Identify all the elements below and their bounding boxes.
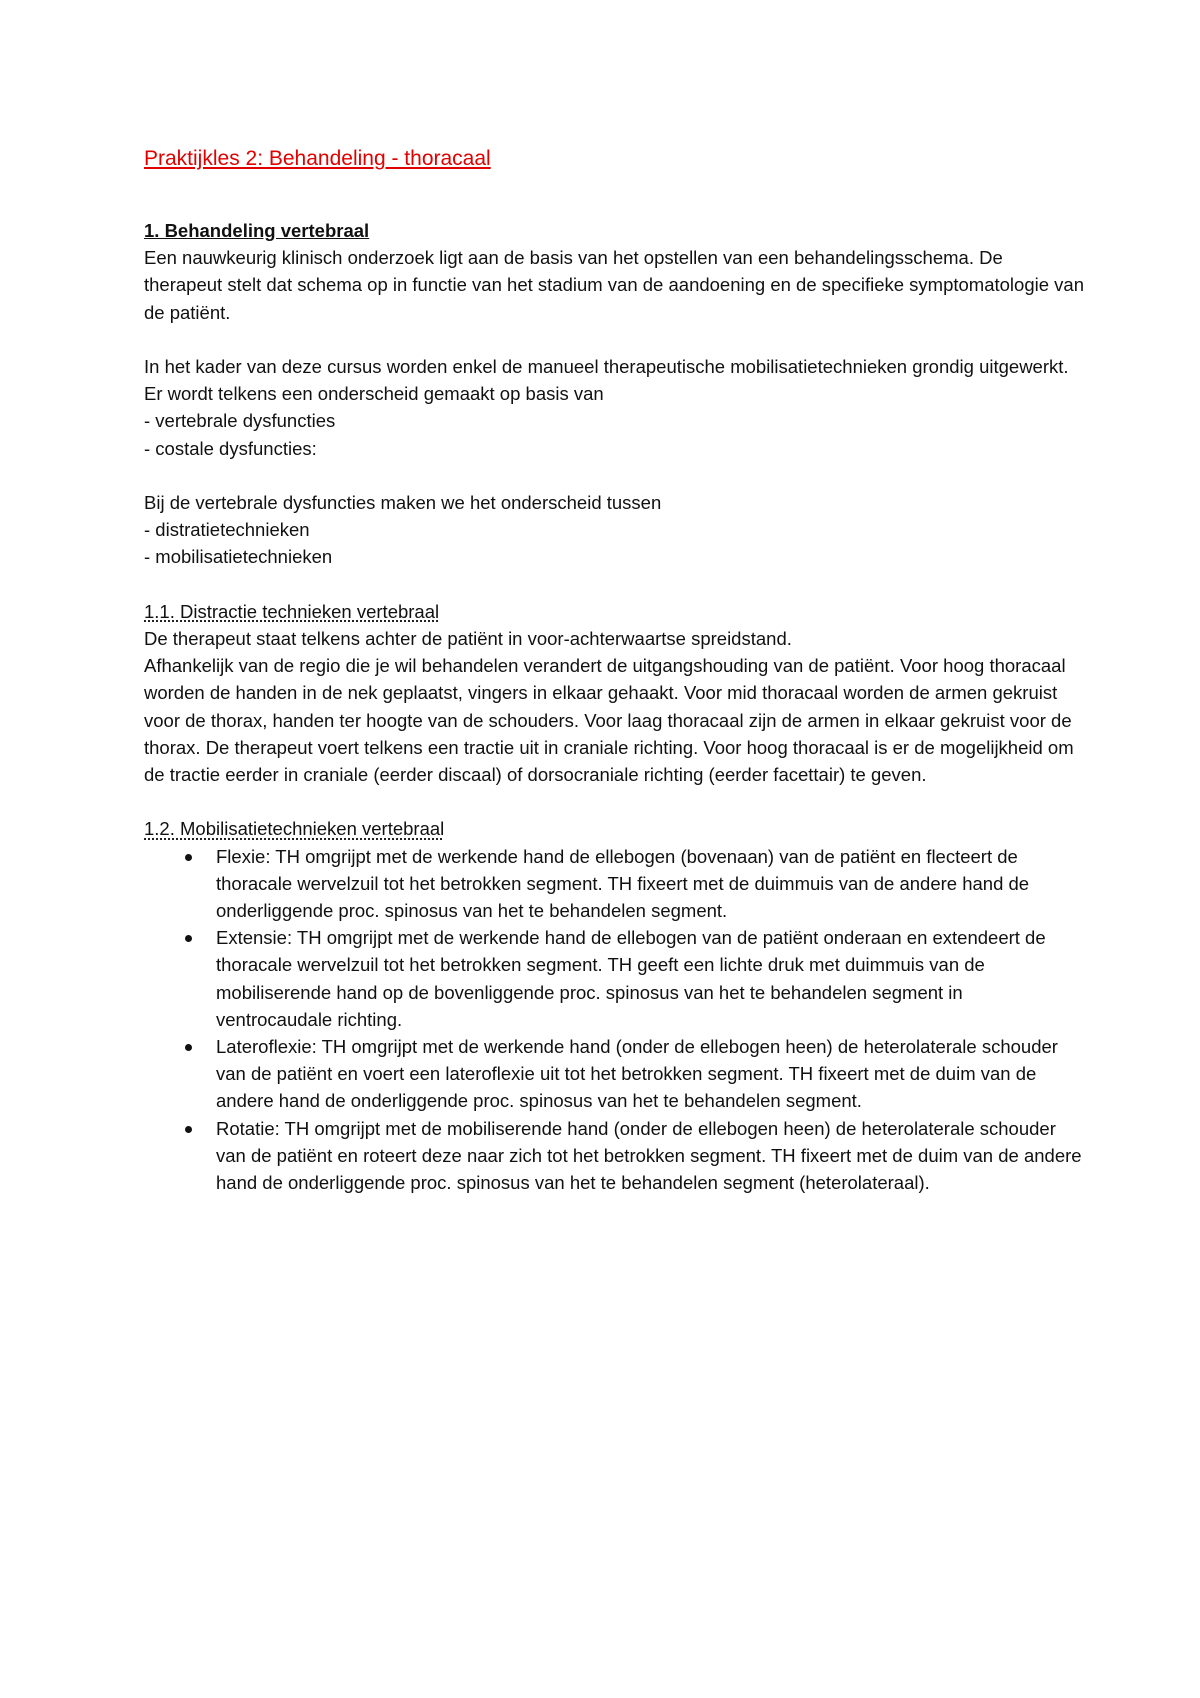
bullet-icon <box>185 1126 192 1133</box>
paragraph-intro: Een nauwkeurig klinisch onderzoek ligt aan de basis van het opstellen van een behandelingsschema. De therapeut stelt dat schema op in functie van het stadium van de aandoening en de specifieke symptomatologie van de patiënt. <box>144 247 1084 323</box>
paragraph-therapist-position: De therapeut staat telkens achter de patiënt in voor-achterwaartse spreidstand. <box>144 628 792 649</box>
dysfunction-list <box>144 407 1084 461</box>
list-item: - vertebrale dysfuncties <box>144 410 336 432</box>
paragraph-gap <box>144 326 1084 353</box>
section-heading-behandeling-vertebraal: 1. Behandeling vertebraal <box>144 220 370 241</box>
list-item-text: Flexie: TH omgrijpt met de werkende hand de ellebogen (bovenaan) van de patiënt en flecteert de thoracale wervelzuil tot het betrokken segment. TH fixeert met de duimmuis van de andere hand de onderliggende proc. spinosus van het te behandelen segment. <box>216 845 1030 922</box>
bullet-icon <box>185 935 192 942</box>
paragraph-gap <box>144 571 1084 598</box>
list-item-rotatie <box>216 1115 1084 1197</box>
bullet-icon <box>185 1044 192 1051</box>
paragraph-starting-position: Afhankelijk van de regio die je wil behandelen verandert de uitgangshouding van de patiënt. Voor hoog thoracaal worden de handen in de nek geplaatst, vingers in elkaar gehaakt. Voor mid thoracaal worden de armen gekruist voor de thorax, handen ter hoogte van de schouders. Voor laag thoracaal zijn de armen in elkaar gekruist voor de thorax. De therapeut voert telkens een tractie uit in craniale richting. Voor hoog thoracaal is er de mogelijkheid om de tractie eerder in craniale (eerder discaal) of dorsocraniale richting (eerder facettair) te geven. <box>144 655 1074 786</box>
paragraph-vertebral-distinction: Bij de vertebrale dysfuncties maken we het onderscheid tussen <box>144 492 662 513</box>
bullet-icon <box>185 854 192 861</box>
list-item: - mobilisatietechnieken <box>144 546 333 568</box>
paragraph-gap <box>144 788 1084 815</box>
list-item-text: Lateroflexie: TH omgrijpt met de werkende hand (onder de ellebogen heen) de heterolaterale schouder van de patiënt en voert een lateroflexie uit tot het betrokken segment. TH fixeert met de duim van de andere hand de onderliggende proc. spinosus van het te behandelen segment. <box>216 1036 1058 1112</box>
paragraph-course-scope: In het kader van deze cursus worden enkel de manueel therapeutische mobilisatietechnieken grondig uitgewerkt. Er wordt telkens een onderscheid gemaakt op basis van <box>144 356 1069 405</box>
list-item-text: Extensie: TH omgrijpt met de werkende hand de ellebogen van de patiënt onderaan en extendeert de thoracale wervelzuil tot het betrokken segment. TH geeft een lichte druk met duimmuis van de mobiliserende hand op de bovenliggende proc. spinosus van het te behandelen segment in ventrocaudale richting. <box>216 927 1046 1030</box>
mobilisation-technique-list <box>144 843 1084 1197</box>
subsection-heading-distractie: 1.1. Distractie technieken vertebraal <box>144 600 440 622</box>
list-item-text: Rotatie: TH omgrijpt met de mobiliserende hand (onder de ellebogen heen) de heterolaterale schouder van de patiënt en roteert deze naar zich tot het betrokken segment. TH fixeert met de duim van de andere hand de onderliggende proc. spinosus van het te behandelen segment (heterolateraal). <box>216 1117 1082 1194</box>
document-body <box>144 145 1084 1196</box>
paragraph-gap <box>144 462 1084 489</box>
subsection-heading-mobilisatie: 1.2. Mobilisatietechnieken vertebraal <box>144 818 445 840</box>
technique-list <box>144 516 1084 570</box>
document-title: Praktijkles 2: Behandeling - thoracaal <box>144 147 491 170</box>
list-item-extensie <box>216 924 1084 1033</box>
list-item-flexie <box>216 843 1084 925</box>
list-item: - costale dysfuncties: <box>144 437 317 459</box>
list-item-lateroflexie <box>216 1033 1084 1115</box>
list-item: - distratietechnieken <box>144 519 310 541</box>
